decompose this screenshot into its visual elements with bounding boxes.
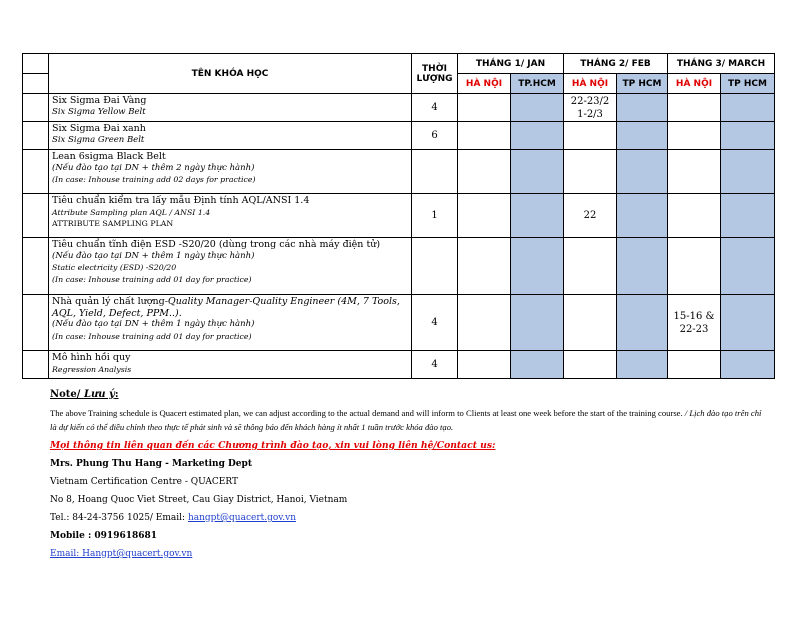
course-name-line: Attribute Sampling plan AQL / ANSI 1.4 bbox=[52, 207, 211, 217]
course-name-header: TÊN KHÓA HỌC bbox=[49, 54, 412, 94]
row-index-cell bbox=[23, 238, 49, 295]
course-name-cell bbox=[49, 94, 412, 122]
schedule-cell-hanoi bbox=[668, 122, 721, 150]
schedule-cell-hcm bbox=[511, 238, 564, 295]
course-name-cell bbox=[49, 150, 412, 194]
course-name-line: (Nếu đào tạo tại DN + thêm 1 ngày thực hành) bbox=[52, 250, 255, 261]
duration-cell: 4 bbox=[412, 94, 458, 122]
course-name-line: Static electricity (ESD) -S20/20 bbox=[52, 263, 177, 272]
course-name-line: (Nếu đào tạo tại DN + thêm 1 ngày thực hành) bbox=[52, 319, 255, 329]
duration-header: THỜI LƯỢNG bbox=[412, 54, 458, 94]
schedule-date: 15-16 & bbox=[673, 310, 715, 322]
city-header-hcm: TP HCM bbox=[617, 74, 668, 94]
row-index-cell bbox=[23, 150, 49, 194]
contact-tel-email-link[interactable]: hangpt@quacert.gov.vn bbox=[187, 513, 297, 523]
course-name-cell bbox=[49, 295, 412, 351]
course-name-cell bbox=[49, 194, 412, 238]
schedule-cell-hcm bbox=[721, 150, 775, 194]
schedule-cell-hcm bbox=[511, 122, 564, 150]
contact-tel bbox=[50, 513, 770, 523]
schedule-cell-hanoi bbox=[458, 351, 511, 379]
schedule-cell-hcm bbox=[511, 94, 564, 122]
course-name-cell bbox=[49, 351, 412, 379]
index-header bbox=[23, 54, 49, 74]
schedule-cell-hanoi bbox=[458, 122, 511, 150]
city-header-hanoi: HÀ NỘI bbox=[458, 74, 511, 94]
schedule-cell-hanoi bbox=[458, 238, 511, 295]
schedule-cell-hcm bbox=[617, 194, 668, 238]
schedule-cell-hcm bbox=[511, 295, 564, 351]
schedule-cell-hanoi bbox=[668, 351, 721, 379]
schedule-cell-hanoi bbox=[564, 238, 617, 295]
city-header-hanoi: HÀ NỘI bbox=[564, 74, 617, 94]
schedule-cell-hanoi bbox=[668, 150, 721, 194]
course-row bbox=[23, 295, 775, 351]
schedule-cell-hanoi bbox=[668, 194, 721, 238]
contact-email-link[interactable]: Email: Hangpt@quacert.gov.vn bbox=[50, 549, 193, 559]
month-header-feb: THÁNG 2/ FEB bbox=[564, 54, 668, 74]
note-title-en: Note/ bbox=[50, 389, 81, 400]
schedule-cell-hanoi bbox=[564, 94, 617, 122]
course-name-line: Six Sigma Yellow Belt bbox=[52, 106, 146, 117]
course-row bbox=[23, 122, 775, 150]
schedule-cell-hcm bbox=[721, 94, 775, 122]
duration-cell: 1 bbox=[412, 194, 458, 238]
schedule-cell-hanoi bbox=[668, 94, 721, 122]
note-title bbox=[50, 389, 770, 400]
schedule-date: 22 bbox=[583, 210, 597, 221]
note-paragraph bbox=[50, 406, 770, 434]
schedule-cell-hanoi bbox=[668, 295, 721, 351]
schedule-cell-hcm bbox=[721, 122, 775, 150]
course-name-line: Lean 6sigma Black Belt bbox=[52, 151, 166, 162]
course-name-line: Tiêu chuẩn tĩnh điện ESD -S20/20 (dùng trong các nhà máy điện tử) bbox=[52, 239, 381, 250]
schedule-cell-hanoi bbox=[564, 122, 617, 150]
duration-cell bbox=[412, 238, 458, 295]
note-text-en: The above Training schedule is Quacert estimated plan, we can adjust according to the actual demand and will inform to Clients at least one week before the start of the training course. bbox=[50, 408, 683, 418]
city-header-hanoi: HÀ NỘI bbox=[668, 74, 721, 94]
contact-org: Vietnam Certification Centre - QUACERT bbox=[50, 477, 238, 487]
schedule-cell-hanoi bbox=[458, 94, 511, 122]
schedule-cell-hanoi bbox=[564, 351, 617, 379]
course-name-line: Six Sigma Đai xanh bbox=[52, 123, 146, 134]
schedule-cell-hcm bbox=[617, 295, 668, 351]
course-row bbox=[23, 150, 775, 194]
note-colon: : bbox=[114, 389, 119, 400]
schedule-cell-hcm bbox=[511, 150, 564, 194]
course-name-line: (Nếu đào tạo tại DN + thêm 2 ngày thực hành) bbox=[52, 162, 255, 173]
course-name-cell bbox=[49, 122, 412, 150]
schedule-cell-hanoi bbox=[458, 295, 511, 351]
schedule-cell-hcm bbox=[617, 238, 668, 295]
course-row bbox=[23, 94, 775, 122]
contact-heading: Mọi thông tin liên quan đến các Chương trình đào tạo, xin vui lòng liên hệ/Contact us: bbox=[50, 440, 496, 451]
schedule-cell-hanoi bbox=[458, 194, 511, 238]
schedule-cell-hcm bbox=[721, 238, 775, 295]
schedule-cell-hanoi bbox=[564, 194, 617, 238]
schedule-date: 22-23/2 bbox=[570, 95, 610, 107]
contact-tel-text: Tel.: 84-24-3756 1025/ Email: bbox=[50, 513, 188, 523]
course-name-line: Mô hình hồi quy bbox=[52, 352, 131, 363]
course-name-line: Regression Analysis bbox=[52, 364, 132, 374]
month-header-mar: THÁNG 3/ MARCH bbox=[668, 54, 775, 74]
schedule-cell-hanoi bbox=[564, 150, 617, 194]
notes-section bbox=[50, 389, 770, 559]
schedule-cell-hcm bbox=[617, 150, 668, 194]
training-schedule-table bbox=[22, 53, 775, 379]
schedule-cell-hanoi bbox=[668, 238, 721, 295]
city-header-hcm: TP HCM bbox=[721, 74, 775, 94]
contact-name: Mrs. Phung Thu Hang - Marketing Dept bbox=[50, 459, 252, 469]
duration-cell: 4 bbox=[412, 351, 458, 379]
schedule-cell-hanoi bbox=[458, 150, 511, 194]
row-index-cell bbox=[23, 194, 49, 238]
course-name-cell bbox=[49, 238, 412, 295]
course-name-line: Six Sigma Đai Vàng bbox=[52, 95, 147, 106]
index-header-sub bbox=[23, 74, 49, 94]
contact-mobile: Mobile : 0919618681 bbox=[50, 531, 158, 541]
course-row bbox=[23, 238, 775, 295]
row-index-cell bbox=[23, 351, 49, 379]
row-index-cell bbox=[23, 94, 49, 122]
course-name-line: (In case: Inhouse training add 01 day for practice) bbox=[52, 274, 252, 284]
month-header-jan: THÁNG 1/ JAN bbox=[458, 54, 564, 74]
course-name-line: Tiêu chuẩn kiểm tra lấy mẫu Định tính AQL/ANSI 1.4 bbox=[52, 195, 310, 206]
course-name-line: ATTRIBUTE SAMPLING PLAN bbox=[52, 219, 174, 228]
schedule-date: 1-2/3 bbox=[577, 108, 603, 120]
contact-address: No 8, Hoang Quoc Viet Street, Cau Giay District, Hanoi, Vietnam bbox=[50, 495, 348, 505]
schedule-cell-hanoi bbox=[564, 295, 617, 351]
note-text-vi: / Lịch đào tạo trên chỉ là dự kiến có thể điều chỉnh theo thực tế phát sinh và sẽ thông báo đến khách hàng ít nhất 1 tuần trước khóa đào tạo. bbox=[50, 408, 762, 432]
schedule-cell-hcm bbox=[511, 351, 564, 379]
schedule-cell-hcm bbox=[617, 94, 668, 122]
course-name-line: Nhà quản lý chất lượng-Quality Manager-Quality Engineer (4M, 7 Tools, AQL, Yield, Defect, PPM..). bbox=[52, 296, 400, 319]
duration-cell: 4 bbox=[412, 295, 458, 351]
course-name-line: Six Sigma Green Belt bbox=[52, 134, 145, 145]
course-row bbox=[23, 194, 775, 238]
schedule-cell-hcm bbox=[617, 122, 668, 150]
schedule-cell-hcm bbox=[617, 351, 668, 379]
schedule-cell-hcm bbox=[721, 194, 775, 238]
schedule-cell-hcm bbox=[721, 295, 775, 351]
city-header-hcm: TP.HCM bbox=[511, 74, 564, 94]
row-index-cell bbox=[23, 122, 49, 150]
row-index-cell bbox=[23, 295, 49, 351]
schedule-date: 22-23 bbox=[679, 323, 709, 335]
duration-cell: 6 bbox=[412, 122, 458, 150]
note-title-vi: Lưu ý bbox=[83, 389, 115, 400]
schedule-cell-hcm bbox=[511, 194, 564, 238]
course-name-line: (In case: Inhouse training add 01 day for practice) bbox=[52, 331, 252, 341]
course-row bbox=[23, 351, 775, 379]
schedule-cell-hcm bbox=[721, 351, 775, 379]
course-name-line: (In case: Inhouse training add 02 days for practice) bbox=[52, 175, 256, 184]
duration-cell bbox=[412, 150, 458, 194]
